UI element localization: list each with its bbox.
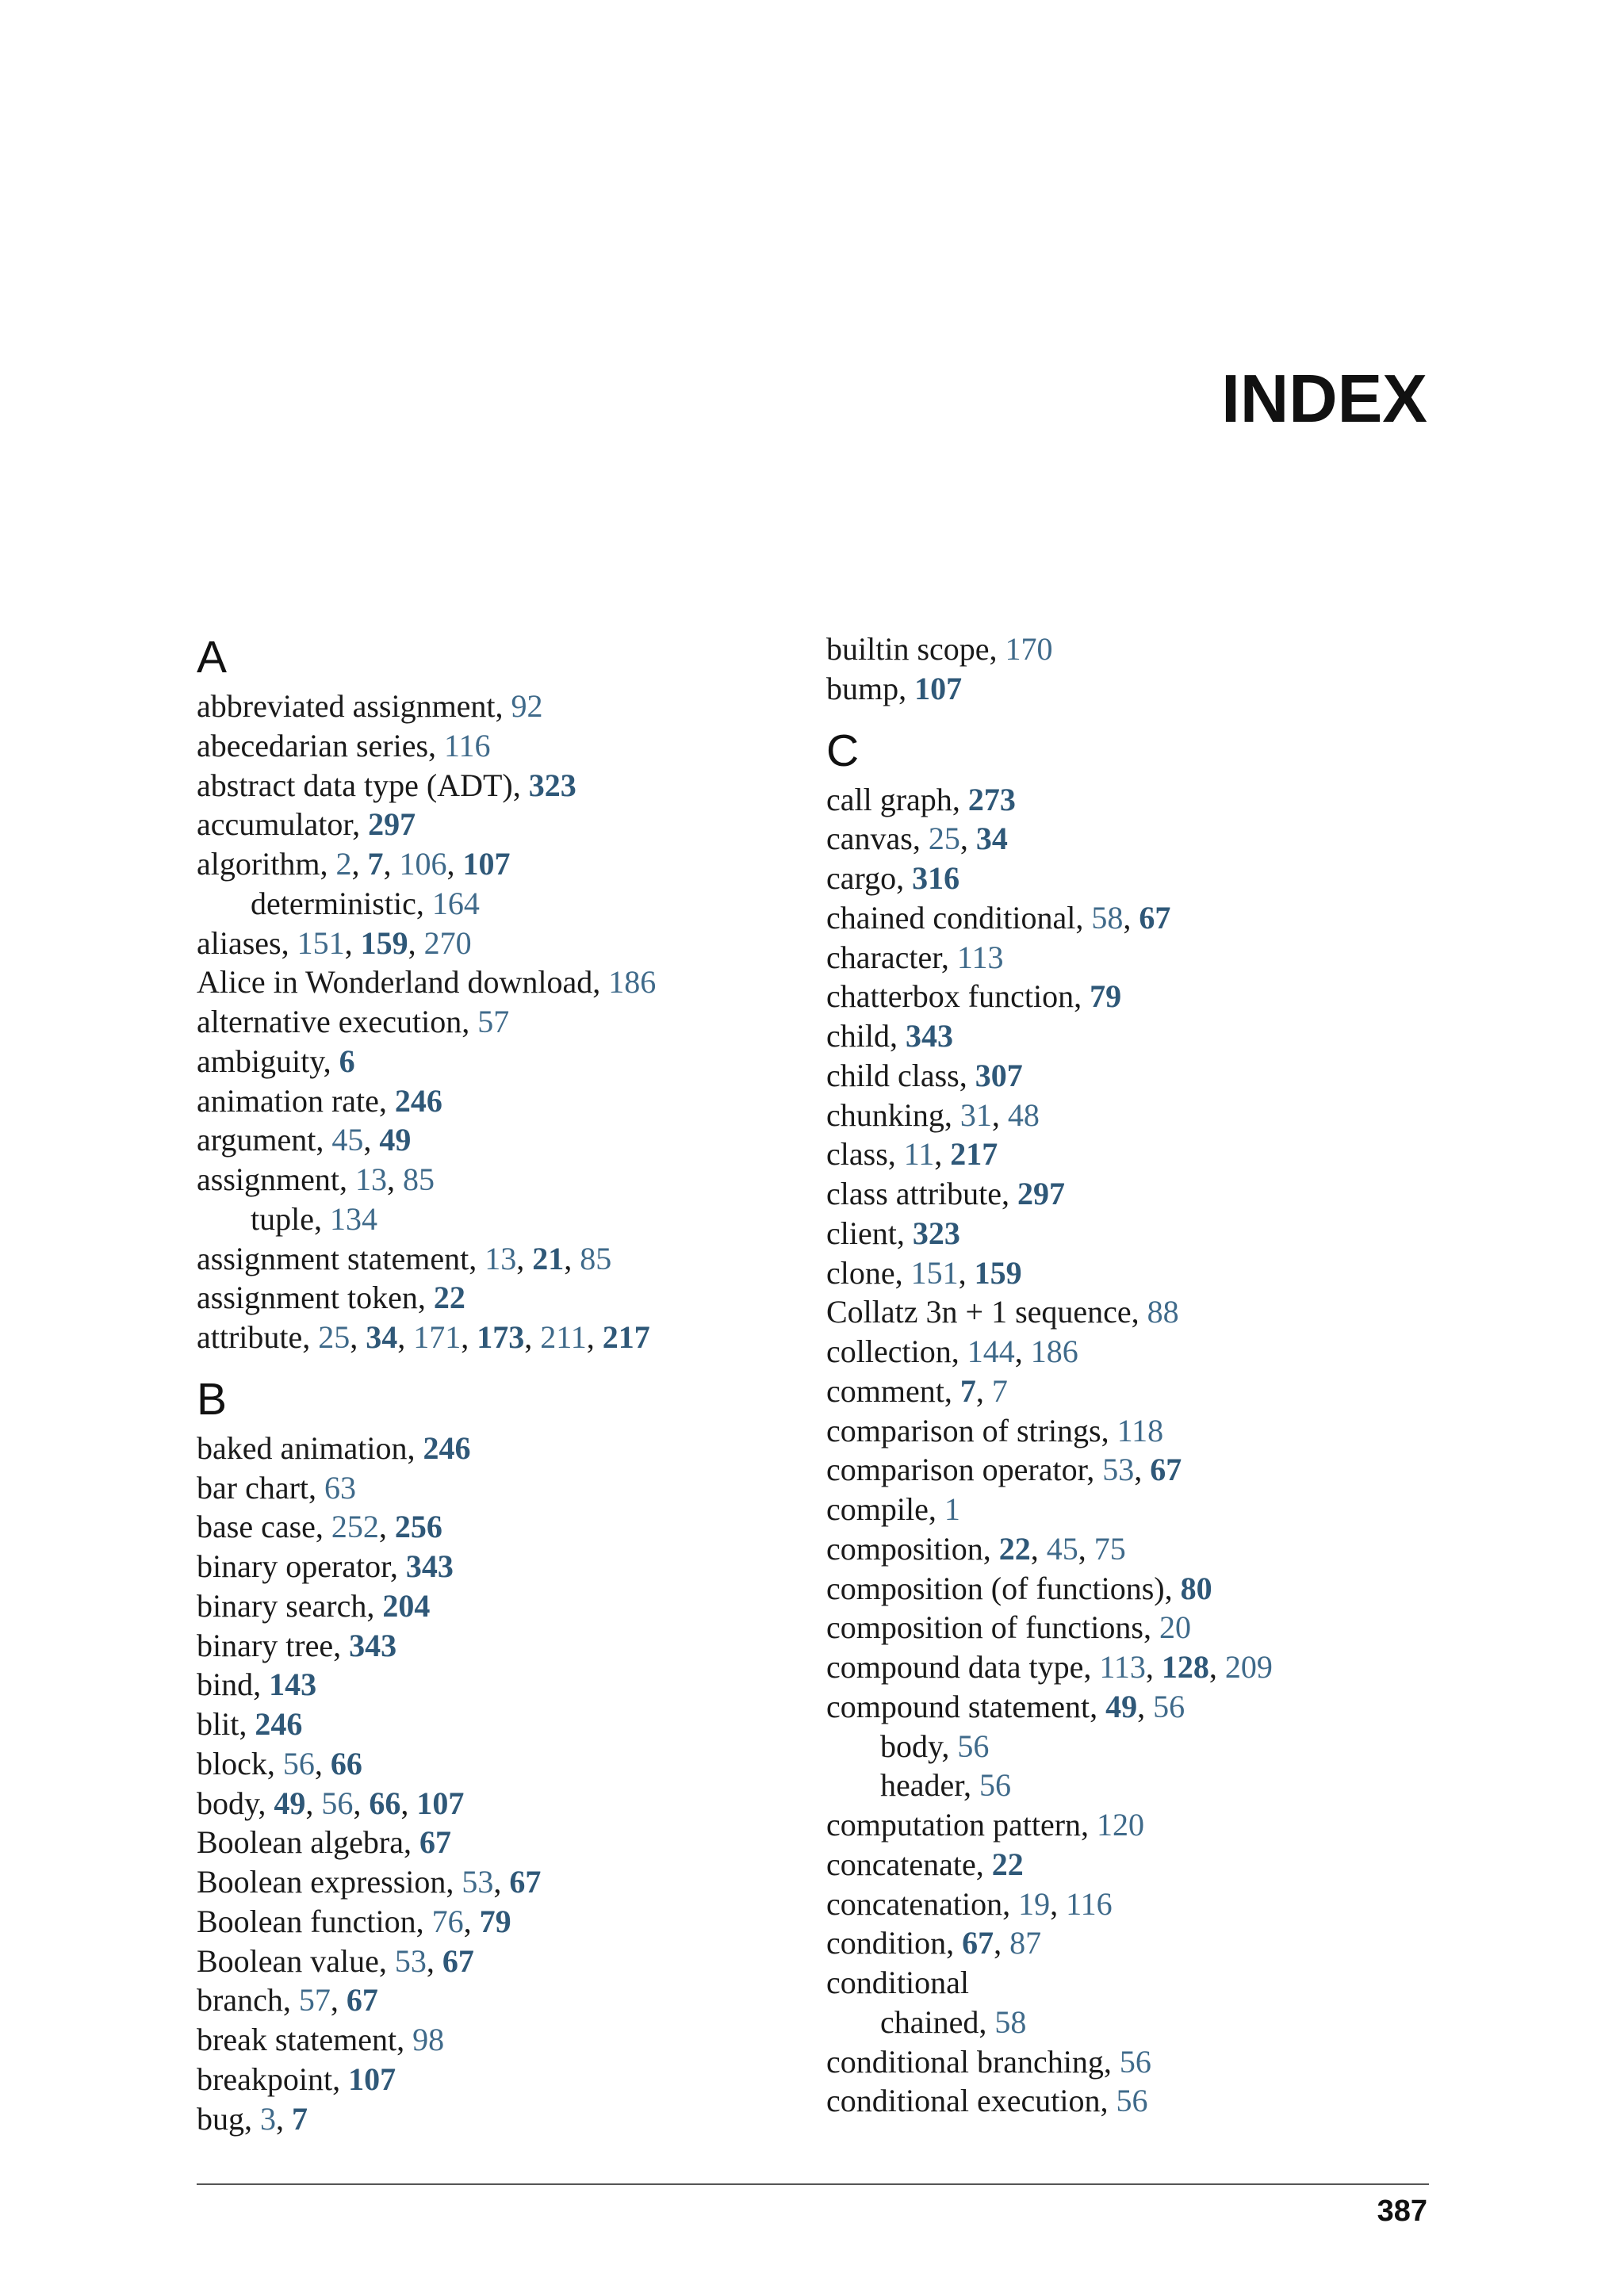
index-entry: canvas, 25, 34 xyxy=(826,821,1008,857)
page-reference-link[interactable]: 13 xyxy=(354,1161,387,1197)
index-term: composition xyxy=(826,1530,983,1567)
page-reference-link[interactable]: 217 xyxy=(950,1136,998,1173)
index-term: chunking xyxy=(826,1096,944,1133)
page-reference-link[interactable]: 88 xyxy=(1147,1294,1179,1330)
index-term: alternative execution xyxy=(197,1004,462,1039)
page-reference-link[interactable]: 204 xyxy=(382,1587,431,1624)
page-reference-link[interactable]: 144 xyxy=(967,1334,1015,1369)
index-term: comment xyxy=(826,1372,944,1409)
index-entry: bump, 107 xyxy=(826,670,963,706)
index-entry: cargo, 316 xyxy=(826,860,960,896)
page-reference-link[interactable]: 297 xyxy=(1017,1176,1066,1211)
index-entry: client, 323 xyxy=(826,1215,960,1251)
index-term: comparison of strings xyxy=(826,1412,1101,1448)
index-subentry: body, 56 xyxy=(880,1728,990,1764)
page-reference-link[interactable]: 209 xyxy=(1224,1649,1273,1685)
index-entry: child class, 307 xyxy=(826,1057,1023,1093)
page-reference-link[interactable]: 67 xyxy=(442,1942,474,1979)
page-reference-link[interactable]: 116 xyxy=(444,727,491,763)
index-entry: compound statement, 49, 56 xyxy=(826,1688,1185,1724)
index-term: deterministic xyxy=(251,885,416,921)
page-reference-link[interactable]: 75 xyxy=(1094,1530,1126,1567)
index-entry: binary search, 204 xyxy=(197,1587,431,1624)
page-reference-link[interactable]: 25 xyxy=(928,821,960,857)
index-entry: child, 343 xyxy=(826,1018,953,1054)
index-term: bug xyxy=(197,2100,244,2137)
index-entry: Boolean value, 53, 67 xyxy=(197,1942,474,1979)
index-subentry: deterministic, 164 xyxy=(251,885,480,921)
page-reference-link[interactable]: 343 xyxy=(905,1018,953,1054)
footer-rule xyxy=(197,2183,1429,2185)
page-reference-link[interactable]: 1 xyxy=(944,1491,960,1527)
index-entry xyxy=(826,1963,1429,2003)
index-term: baked animation xyxy=(197,1429,408,1466)
page-reference-link[interactable]: 53 xyxy=(462,1864,494,1900)
page-reference-link[interactable]: 66 xyxy=(330,1745,362,1781)
index-entry: class, 11, 217 xyxy=(826,1136,998,1173)
index-term: compound data type xyxy=(826,1649,1084,1685)
index-entry: builtin scope, 170 xyxy=(826,631,1053,667)
index-entry: baked animation, 246 xyxy=(197,1429,471,1466)
index-entry: call graph, 273 xyxy=(826,781,1016,817)
page-reference-link[interactable]: 273 xyxy=(967,781,1016,817)
index-entry: aliases, 151, 159, 270 xyxy=(197,924,472,961)
index-entry: composition, 22, 45, 75 xyxy=(826,1530,1126,1567)
index-term: abstract data type (ADT) xyxy=(197,767,513,803)
page-reference-link[interactable]: 173 xyxy=(477,1319,525,1355)
index-term: algorithm xyxy=(197,846,320,882)
page-reference-link[interactable]: 118 xyxy=(1116,1412,1164,1448)
index-term: child class xyxy=(826,1057,959,1093)
page-reference-link[interactable]: 19 xyxy=(1018,1885,1051,1922)
page-reference-link[interactable]: 53 xyxy=(394,1942,427,1979)
index-entry: composition (of functions), 80 xyxy=(826,1570,1212,1606)
page-reference-link[interactable]: 67 xyxy=(1150,1452,1182,1488)
index-term: conditional execution xyxy=(826,2083,1101,2119)
index-term: chatterbox function xyxy=(826,978,1074,1015)
page-reference-link[interactable]: 31 xyxy=(959,1096,992,1133)
index-term: class attribute xyxy=(826,1176,1002,1211)
page-reference-link[interactable]: 56 xyxy=(321,1785,354,1821)
index-term: class xyxy=(826,1136,888,1173)
index-entry: alternative execution, 57 xyxy=(197,1004,510,1039)
index-term: break statement xyxy=(197,2022,397,2057)
index-subentry: tuple, 134 xyxy=(251,1200,377,1237)
page-reference-link[interactable]: 217 xyxy=(602,1319,650,1355)
index-entry: collection, 144, 186 xyxy=(826,1334,1078,1369)
page-reference-link[interactable]: 113 xyxy=(956,939,1004,975)
page-reference-link[interactable]: 2 xyxy=(335,846,352,882)
index-entry: comparison operator, 53, 67 xyxy=(826,1452,1182,1488)
page-reference-link[interactable]: 164 xyxy=(431,885,480,921)
page-reference-link[interactable]: 151 xyxy=(910,1254,959,1291)
index-term: concatenate xyxy=(826,1846,976,1882)
index-entry: Boolean function, 76, 79 xyxy=(197,1903,511,1939)
section-letter-b: B xyxy=(197,1373,228,1425)
index-term: abecedarian series xyxy=(197,727,429,763)
page-reference-link[interactable]: 3 xyxy=(260,2100,276,2137)
page-reference-link[interactable]: 57 xyxy=(477,1004,510,1039)
page-reference-link[interactable]: 22 xyxy=(991,1846,1024,1882)
index-entry: blit, 246 xyxy=(197,1706,303,1742)
index-entry: conditional execution, 56 xyxy=(826,2083,1148,2119)
index-term: chained conditional xyxy=(826,899,1076,936)
index-term: canvas xyxy=(826,821,913,857)
index-term: conditional xyxy=(826,1965,969,2000)
index-entry: conditional branching, 56 xyxy=(826,2043,1151,2080)
page-reference-link[interactable]: 134 xyxy=(329,1200,377,1237)
index-entry: computation pattern, 120 xyxy=(826,1807,1145,1843)
page-reference-link[interactable]: 186 xyxy=(608,964,657,1001)
page-reference-link[interactable]: 25 xyxy=(318,1319,350,1355)
index-term: assignment xyxy=(197,1161,339,1197)
index-entry: animation rate, 246 xyxy=(197,1082,442,1119)
page-reference-link[interactable]: 246 xyxy=(394,1082,442,1119)
index-entry: accumulator, 297 xyxy=(197,806,416,843)
index-term: block xyxy=(197,1745,267,1781)
page-reference-link[interactable]: 21 xyxy=(532,1240,565,1276)
page-reference-link[interactable]: 66 xyxy=(369,1785,401,1821)
index-entry: comparison of strings, 118 xyxy=(826,1412,1164,1448)
page-reference-link[interactable]: 159 xyxy=(974,1254,1022,1291)
page-reference-link[interactable]: 79 xyxy=(479,1903,511,1939)
index-entry: binary operator, 343 xyxy=(197,1548,454,1584)
page-reference-link[interactable]: 92 xyxy=(511,688,543,724)
index-term: binary search xyxy=(197,1587,367,1624)
index-term: Boolean algebra xyxy=(197,1824,404,1861)
index-term: binary tree xyxy=(197,1627,334,1663)
index-subentry: header, 56 xyxy=(880,1767,1011,1804)
page-reference-link[interactable]: 79 xyxy=(1090,978,1122,1015)
index-term: argument xyxy=(197,1122,316,1158)
index-entry: composition of functions, 20 xyxy=(826,1609,1191,1646)
index-entry: ambiguity, 6 xyxy=(197,1043,355,1079)
page-reference-link[interactable]: 343 xyxy=(405,1548,454,1584)
index-column-right xyxy=(826,629,1429,2121)
index-subentry: chained, 58 xyxy=(880,2003,1027,2040)
page-reference-link[interactable]: 56 xyxy=(1116,2083,1148,2119)
page-reference-link[interactable]: 56 xyxy=(957,1728,990,1764)
index-term: comparison operator xyxy=(826,1452,1087,1488)
index-term: composition of functions xyxy=(826,1609,1143,1646)
index-term: bind xyxy=(197,1667,254,1703)
page-reference-link[interactable]: 34 xyxy=(975,821,1008,857)
page-reference-link[interactable]: 56 xyxy=(282,1745,315,1781)
index-entry: concatenation, 19, 116 xyxy=(826,1885,1113,1922)
index-term: conditional branching xyxy=(826,2043,1104,2080)
page-reference-link[interactable]: 58 xyxy=(1091,899,1124,936)
section-letter-a: A xyxy=(197,632,228,683)
page-reference-link[interactable]: 45 xyxy=(1046,1530,1078,1567)
index-term: breakpoint xyxy=(197,2061,333,2097)
index-term: branch xyxy=(197,1982,283,2019)
page-reference-link[interactable]: 56 xyxy=(979,1767,1011,1804)
index-term: base case xyxy=(197,1509,316,1545)
index-entry: argument, 45, 49 xyxy=(197,1122,412,1158)
page-reference-link[interactable]: 56 xyxy=(1119,2043,1151,2080)
page-reference-link[interactable]: 67 xyxy=(509,1864,542,1900)
index-term: accumulator xyxy=(197,806,353,843)
index-term: cargo xyxy=(826,860,897,896)
index-entry: compound data type, 113, 128, 209 xyxy=(826,1649,1273,1685)
page-reference-link[interactable]: 323 xyxy=(912,1215,960,1251)
index-term: ambiguity xyxy=(197,1043,324,1079)
page-reference-link[interactable]: 49 xyxy=(1105,1688,1138,1724)
index-column-left xyxy=(197,629,799,2138)
index-entry: attribute, 25, 34, 171, 173, 211, 217 xyxy=(197,1319,650,1355)
page-reference-link[interactable]: 170 xyxy=(1005,631,1053,667)
page-reference-link[interactable]: 343 xyxy=(349,1627,397,1663)
page-reference-link[interactable]: 252 xyxy=(331,1509,379,1545)
page-reference-link[interactable]: 22 xyxy=(998,1530,1031,1567)
index-term: child xyxy=(826,1018,890,1054)
index-entry: chatterbox function, 79 xyxy=(826,978,1122,1015)
index-term: builtin scope xyxy=(826,631,990,667)
page-reference-link[interactable]: 270 xyxy=(423,924,472,961)
index-term: composition (of functions) xyxy=(826,1570,1165,1606)
index-term: header xyxy=(880,1767,963,1804)
page-reference-link[interactable]: 7 xyxy=(959,1372,976,1409)
index-term: blit xyxy=(197,1706,239,1742)
index-entry: body, 49, 56, 66, 107 xyxy=(197,1785,465,1821)
page-reference-link[interactable]: 107 xyxy=(348,2061,396,2097)
index-term: condition xyxy=(826,1925,947,1961)
index-term: Boolean function xyxy=(197,1903,416,1939)
page-reference-link[interactable]: 67 xyxy=(1139,899,1171,936)
index-entry: branch, 57, 67 xyxy=(197,1982,378,2019)
page-reference-link[interactable]: 48 xyxy=(1007,1096,1040,1133)
page-reference-link[interactable]: 49 xyxy=(274,1785,306,1821)
index-entry: break statement, 98 xyxy=(197,2022,445,2057)
index-entry: base case, 252, 256 xyxy=(197,1509,442,1545)
page-reference-link[interactable]: 13 xyxy=(485,1240,517,1276)
index-term: assignment statement xyxy=(197,1240,469,1276)
page-reference-link[interactable]: 85 xyxy=(580,1240,612,1276)
page-reference-link[interactable]: 106 xyxy=(399,846,447,882)
page-reference-link[interactable]: 7 xyxy=(292,2100,308,2137)
page-reference-link[interactable]: 307 xyxy=(975,1057,1023,1093)
index-term: Boolean expression xyxy=(197,1864,446,1900)
index-term: Alice in Wonderland download xyxy=(197,964,593,1001)
index-entry: Collatz 3n + 1 sequence, 88 xyxy=(826,1294,1179,1330)
index-term: compile xyxy=(826,1491,929,1527)
page-reference-link[interactable]: 67 xyxy=(962,1925,994,1961)
index-term: binary operator xyxy=(197,1548,390,1584)
page-reference-link[interactable]: 7 xyxy=(991,1372,1008,1409)
page-reference-link[interactable]: 67 xyxy=(346,1982,378,2019)
page-reference-link[interactable]: 76 xyxy=(431,1903,464,1939)
page-reference-link[interactable]: 107 xyxy=(462,846,511,882)
index-entry: class attribute, 297 xyxy=(826,1176,1066,1211)
page-reference-link[interactable]: 45 xyxy=(331,1122,364,1158)
index-term: call graph xyxy=(826,781,952,817)
index-term: Boolean value xyxy=(197,1942,379,1979)
page-reference-link[interactable]: 85 xyxy=(402,1161,435,1197)
index-term: assignment token xyxy=(197,1280,418,1316)
page-reference-link[interactable]: 323 xyxy=(528,767,576,803)
page-number: 387 xyxy=(1377,2195,1427,2228)
page-reference-link[interactable]: 20 xyxy=(1159,1609,1191,1646)
index-term: Collatz 3n + 1 sequence xyxy=(826,1294,1132,1330)
index-entry: concatenate, 22 xyxy=(826,1846,1024,1882)
index-term: bump xyxy=(826,670,899,706)
page-reference-link[interactable]: 11 xyxy=(903,1136,935,1173)
page-reference-link[interactable]: 56 xyxy=(1153,1688,1185,1724)
page-reference-link[interactable]: 7 xyxy=(367,846,384,882)
page-reference-link[interactable]: 246 xyxy=(423,1429,471,1466)
index-term: body xyxy=(197,1785,259,1821)
page-reference-link[interactable]: 128 xyxy=(1161,1649,1209,1685)
page-reference-link[interactable]: 57 xyxy=(298,1982,331,2019)
index-term: chained xyxy=(880,2003,979,2040)
page-reference-link[interactable]: 6 xyxy=(339,1043,355,1079)
index-term: compound statement xyxy=(826,1688,1090,1724)
page-reference-link[interactable]: 151 xyxy=(297,924,345,961)
index-term: concatenation xyxy=(826,1885,1003,1922)
page-reference-link[interactable]: 116 xyxy=(1066,1885,1113,1922)
index-entry: compile, 1 xyxy=(826,1491,960,1527)
page-reference-link[interactable]: 87 xyxy=(1009,1925,1042,1961)
index-term: bar chart xyxy=(197,1469,309,1506)
index-entry: chained conditional, 58, 67 xyxy=(826,899,1171,936)
index-entry: chunking, 31, 48 xyxy=(826,1096,1040,1133)
index-term: clone xyxy=(826,1254,895,1291)
page-reference-link[interactable]: 80 xyxy=(1180,1570,1212,1606)
index-entry: assignment token, 22 xyxy=(197,1280,465,1316)
index-entry: abbreviated assignment, 92 xyxy=(197,688,543,724)
index-entry: clone, 151, 159 xyxy=(826,1254,1022,1291)
page-reference-link[interactable]: 186 xyxy=(1030,1334,1078,1369)
page-reference-link[interactable]: 297 xyxy=(368,806,416,843)
page-reference-link[interactable]: 63 xyxy=(324,1469,357,1506)
page-reference-link[interactable]: 143 xyxy=(269,1667,317,1703)
index-entry: abstract data type (ADT), 323 xyxy=(197,767,576,803)
index-entry: breakpoint, 107 xyxy=(197,2061,396,2097)
index-entry: bar chart, 63 xyxy=(197,1469,357,1506)
index-entry: binary tree, 343 xyxy=(197,1627,397,1663)
index-entry: Alice in Wonderland download, 186 xyxy=(197,964,657,1001)
index-entry: abecedarian series, 116 xyxy=(197,727,491,763)
index-term: collection xyxy=(826,1334,952,1369)
index-entry: character, 113 xyxy=(826,939,1004,975)
page-reference-link[interactable]: 316 xyxy=(912,860,960,896)
page-reference-link[interactable]: 171 xyxy=(413,1319,462,1355)
page-reference-link[interactable]: 120 xyxy=(1097,1807,1145,1843)
page-title: INDEX xyxy=(1221,362,1427,437)
index-term: computation pattern xyxy=(826,1807,1082,1843)
index-entry: comment, 7, 7 xyxy=(826,1372,1008,1409)
index-term: body xyxy=(880,1728,942,1764)
page-reference-link[interactable]: 113 xyxy=(1099,1649,1146,1685)
index-entry: bind, 143 xyxy=(197,1667,317,1703)
page-reference-link[interactable]: 49 xyxy=(379,1122,412,1158)
index-term: client xyxy=(826,1215,897,1251)
page-reference-link[interactable]: 211 xyxy=(540,1319,587,1355)
index-term: animation rate xyxy=(197,1082,379,1119)
page-reference-link[interactable]: 22 xyxy=(433,1280,465,1316)
page-reference-link[interactable]: 159 xyxy=(360,924,408,961)
index-term: attribute xyxy=(197,1319,303,1355)
index-entry: Boolean algebra, 67 xyxy=(197,1824,451,1861)
index-term: abbreviated assignment xyxy=(197,688,496,724)
section-letter-c: C xyxy=(826,725,860,776)
index-term: aliases xyxy=(197,924,282,961)
index-entry: bug, 3, 7 xyxy=(197,2100,308,2137)
index-entry: block, 56, 66 xyxy=(197,1745,362,1781)
page-reference-link[interactable]: 58 xyxy=(994,2003,1027,2040)
index-entry: Boolean expression, 53, 67 xyxy=(197,1864,542,1900)
index-entry: algorithm, 2, 7, 106, 107 xyxy=(197,846,511,882)
page-reference-link[interactable]: 53 xyxy=(1102,1452,1135,1488)
page-reference-link[interactable]: 67 xyxy=(419,1824,451,1861)
index-entry: assignment, 13, 85 xyxy=(197,1161,435,1197)
index-term: tuple xyxy=(251,1200,314,1237)
page-reference-link[interactable]: 98 xyxy=(412,2022,445,2057)
page-reference-link[interactable]: 34 xyxy=(366,1319,398,1355)
page-reference-link[interactable]: 107 xyxy=(416,1785,465,1821)
page-reference-link[interactable]: 256 xyxy=(394,1509,442,1545)
index-entry: condition, 67, 87 xyxy=(826,1925,1042,1961)
page-reference-link[interactable]: 246 xyxy=(255,1706,303,1742)
page-reference-link[interactable]: 107 xyxy=(914,670,963,706)
index-term: character xyxy=(826,939,941,975)
index-entry: assignment statement, 13, 21, 85 xyxy=(197,1240,612,1276)
